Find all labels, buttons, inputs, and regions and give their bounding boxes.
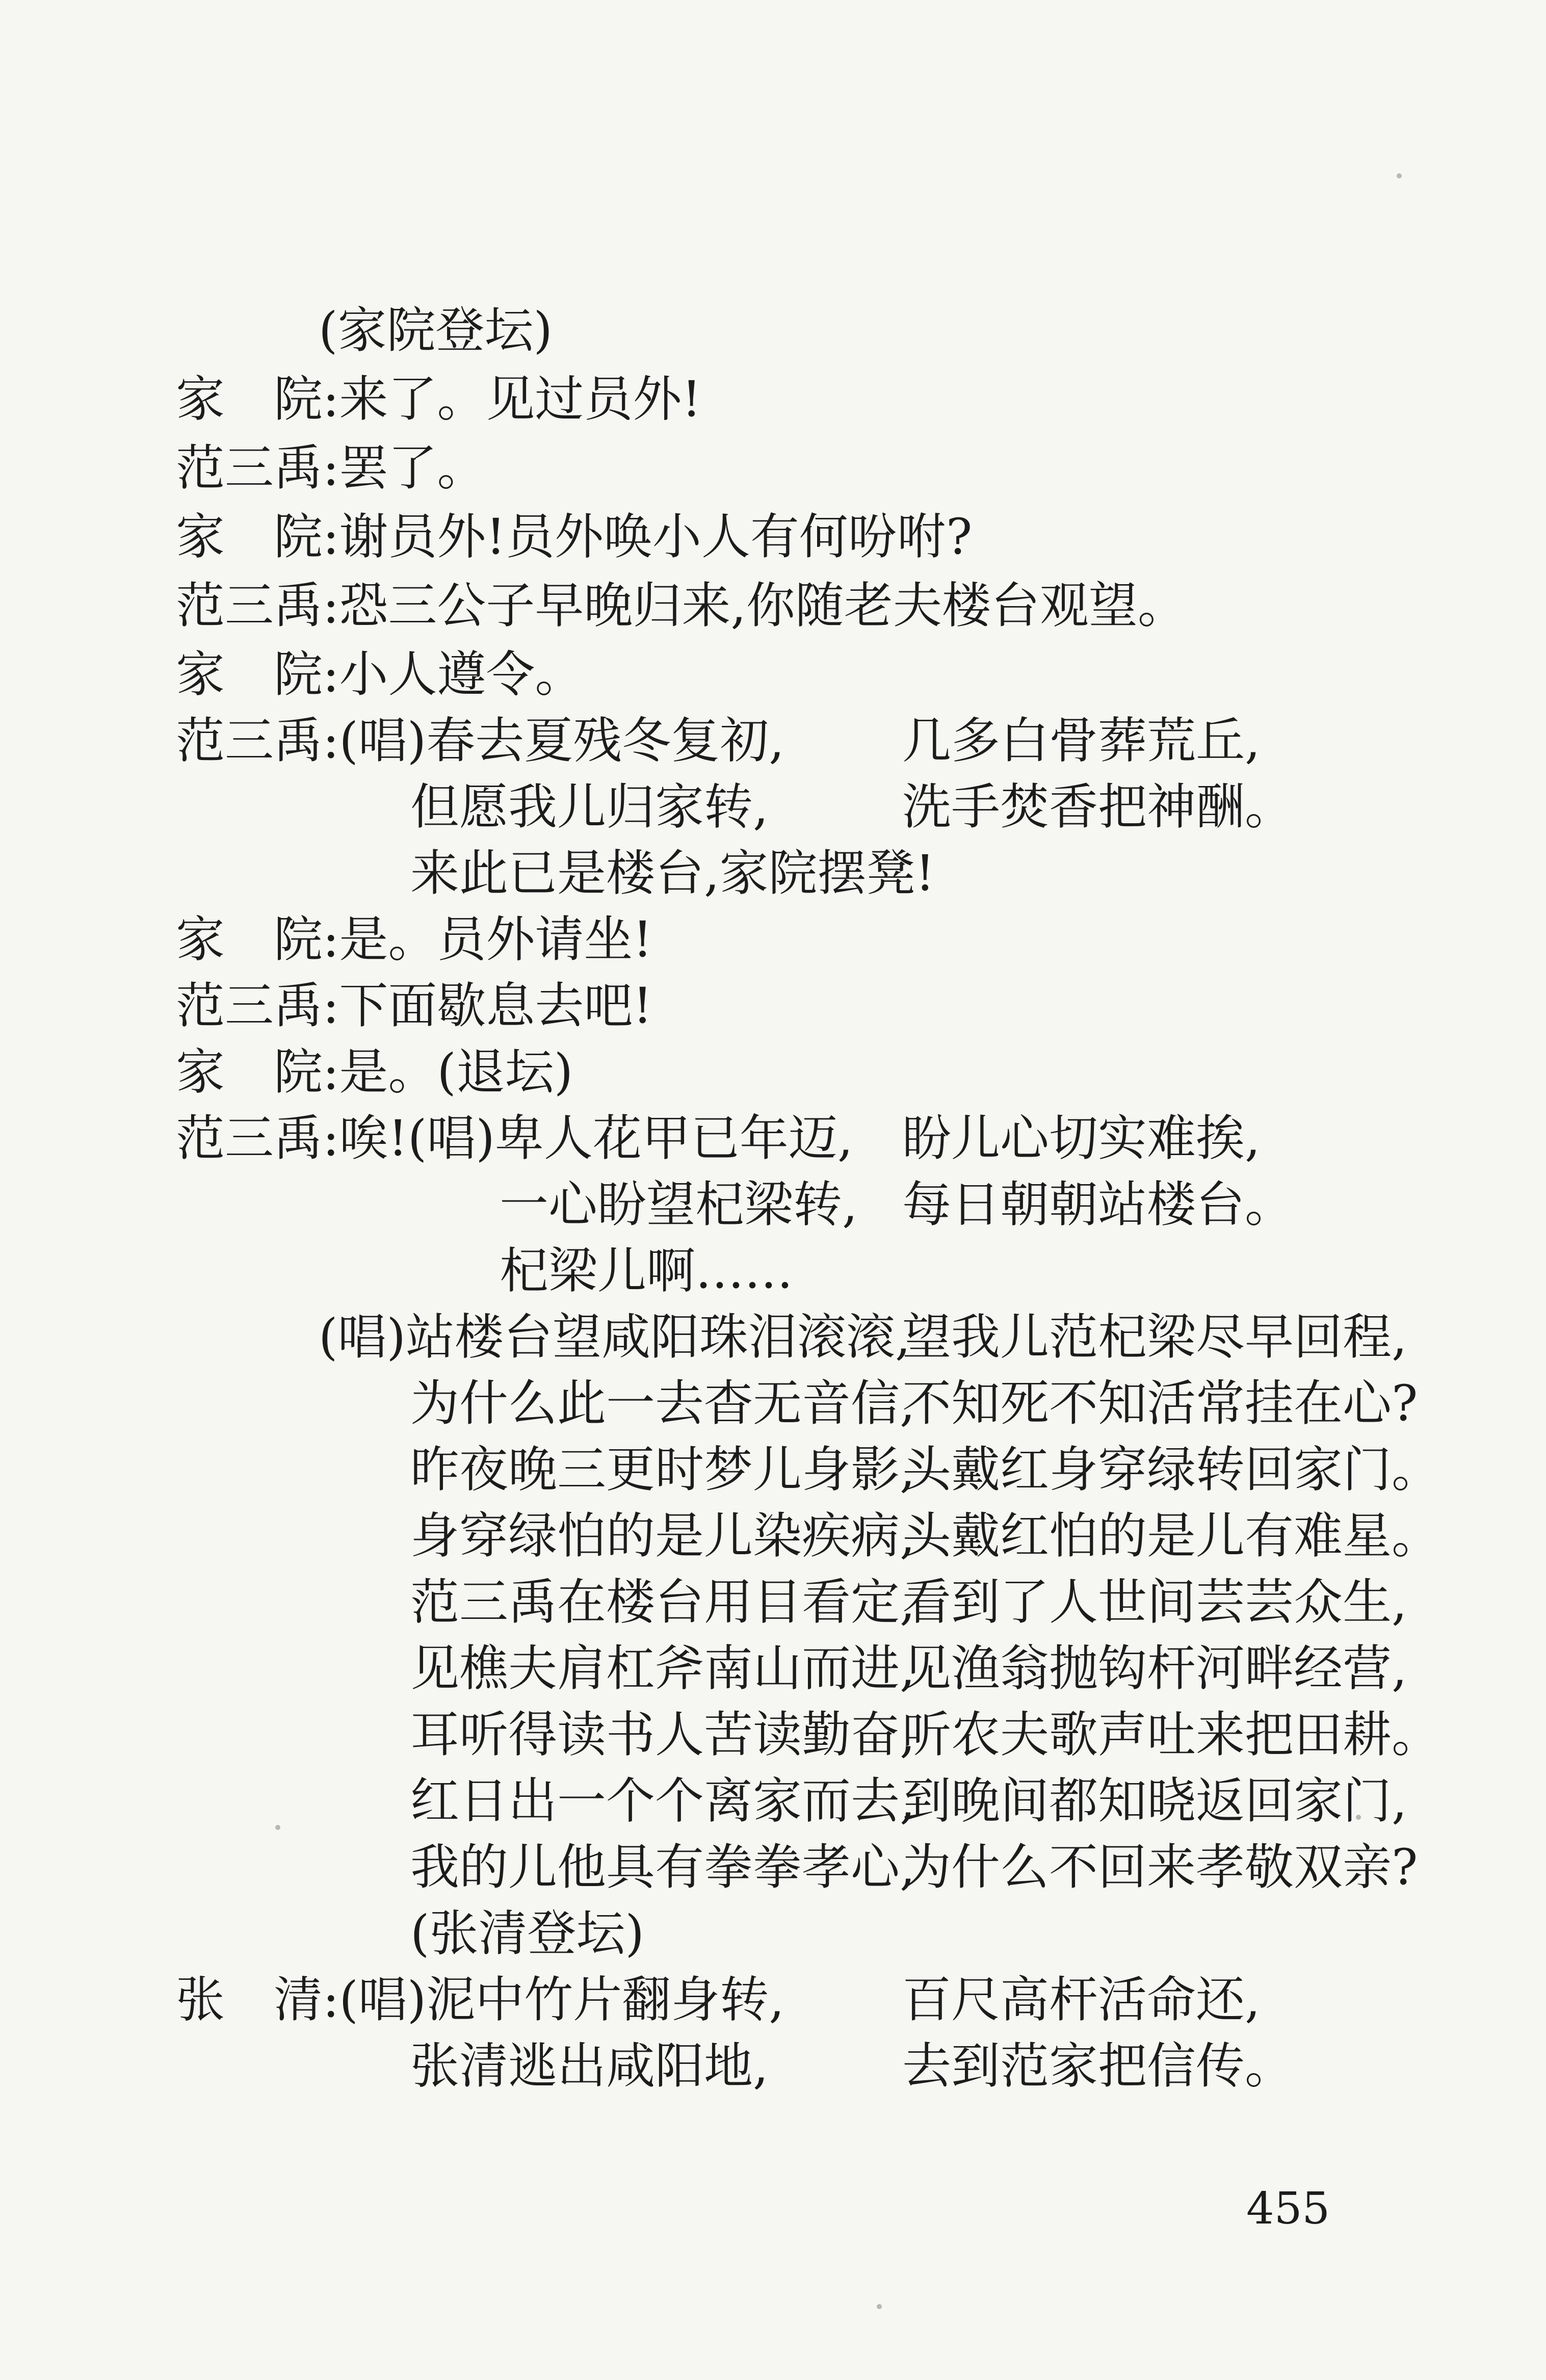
dialogue-line: 范三禹:下面歇息去吧!	[176, 977, 652, 1034]
sung-line-right: 盼儿心切实难挨,	[902, 1110, 1261, 1167]
speck	[275, 1825, 280, 1830]
sung-line-right: 见渔翁抛钩杆河畔经营,	[902, 1640, 1407, 1697]
dialogue-line: 家 院:小人遵令。	[176, 646, 584, 703]
sung-line-left: 身穿绿怕的是儿染疾病,	[410, 1507, 915, 1564]
sung-line-left: 我的儿他具有拳拳孝心,	[410, 1839, 915, 1896]
sung-line-right: 洗手焚香把神酬。	[902, 778, 1294, 835]
sung-line-right: 头戴红怕的是儿有难星。	[902, 1507, 1440, 1564]
sung-line-right: 每日朝朝站楼台。	[902, 1176, 1294, 1233]
sung-line-right: 听农夫歌声吐来把田耕。	[902, 1706, 1440, 1763]
sung-line-left: 昨夜晚三更时梦儿身影,	[410, 1441, 915, 1498]
sung-line-right: 望我儿范杞梁尽早回程,	[902, 1309, 1407, 1366]
sung-line-right: 到晚间都知晓返回家门,	[902, 1772, 1407, 1829]
sung-line-right: 看到了人世间芸芸众生,	[902, 1574, 1407, 1631]
sung-line-left: 范三禹:唉!(唱)卑人花甲已年迈,	[176, 1110, 853, 1167]
sung-line-left: 张清逃出咸阳地,	[410, 2037, 769, 2095]
dialogue-line: 家 院:来了。见过员外!	[176, 371, 701, 428]
dialogue-line: 杞梁儿啊……	[500, 1242, 793, 1299]
sung-line-right: 不知死不知活常挂在心?	[902, 1375, 1418, 1432]
sung-line-left: (唱)站楼台望咸阳珠泪滚滚,	[319, 1309, 911, 1366]
sung-line-left: 为什么此一去杳无音信,	[410, 1375, 915, 1432]
page-number: 455	[1246, 2183, 1330, 2234]
sung-line-right: 去到范家把信传。	[902, 2037, 1294, 2095]
stage-direction: (家院登坛)	[319, 302, 553, 359]
dialogue-line: 家 院:谢员外!员外唤小人有何吩咐?	[176, 508, 973, 565]
stage-direction: (张清登坛)	[410, 1905, 644, 1962]
sung-line-left: 张 清:(唱)泥中竹片翻身转,	[176, 1971, 784, 2028]
show-through-text	[556, 306, 1027, 368]
sung-line-left: 范三禹:(唱)春去夏残冬复初,	[176, 712, 784, 769]
dialogue-line: 来此已是楼台,家院摆凳!	[410, 845, 935, 902]
sung-line-right: 几多白骨葬荒丘,	[902, 712, 1261, 769]
sung-line-left: 耳听得读书人苦读勤奋,	[410, 1706, 915, 1763]
dialogue-line: 范三禹:罢了。	[176, 439, 486, 496]
sung-line-left: 但愿我儿归家转,	[410, 778, 769, 835]
dialogue-line: 家 院:是。员外请坐!	[176, 911, 652, 968]
dialogue-line: 范三禹:恐三公子早晚归来,你随老夫楼台观望。	[176, 577, 1187, 634]
sung-line-right: 头戴红身穿绿转回家门。	[902, 1441, 1440, 1498]
dialogue-line: 家 院:是。(退坛)	[176, 1043, 573, 1101]
sung-line-left: 见樵夫肩杠斧南山而进,	[410, 1640, 915, 1697]
speck	[1397, 173, 1402, 178]
speck	[877, 2304, 882, 2309]
sung-line-right: 为什么不回来孝敬双亲?	[902, 1839, 1418, 1896]
sung-line-left: 红日出一个个离家而去,	[410, 1772, 915, 1829]
sung-line-left: 范三禹在楼台用目看定,	[410, 1574, 915, 1631]
sung-line-right: 百尺高杆活命还,	[902, 1971, 1261, 2028]
sung-line-left: 一心盼望杞梁转,	[500, 1176, 858, 1233]
